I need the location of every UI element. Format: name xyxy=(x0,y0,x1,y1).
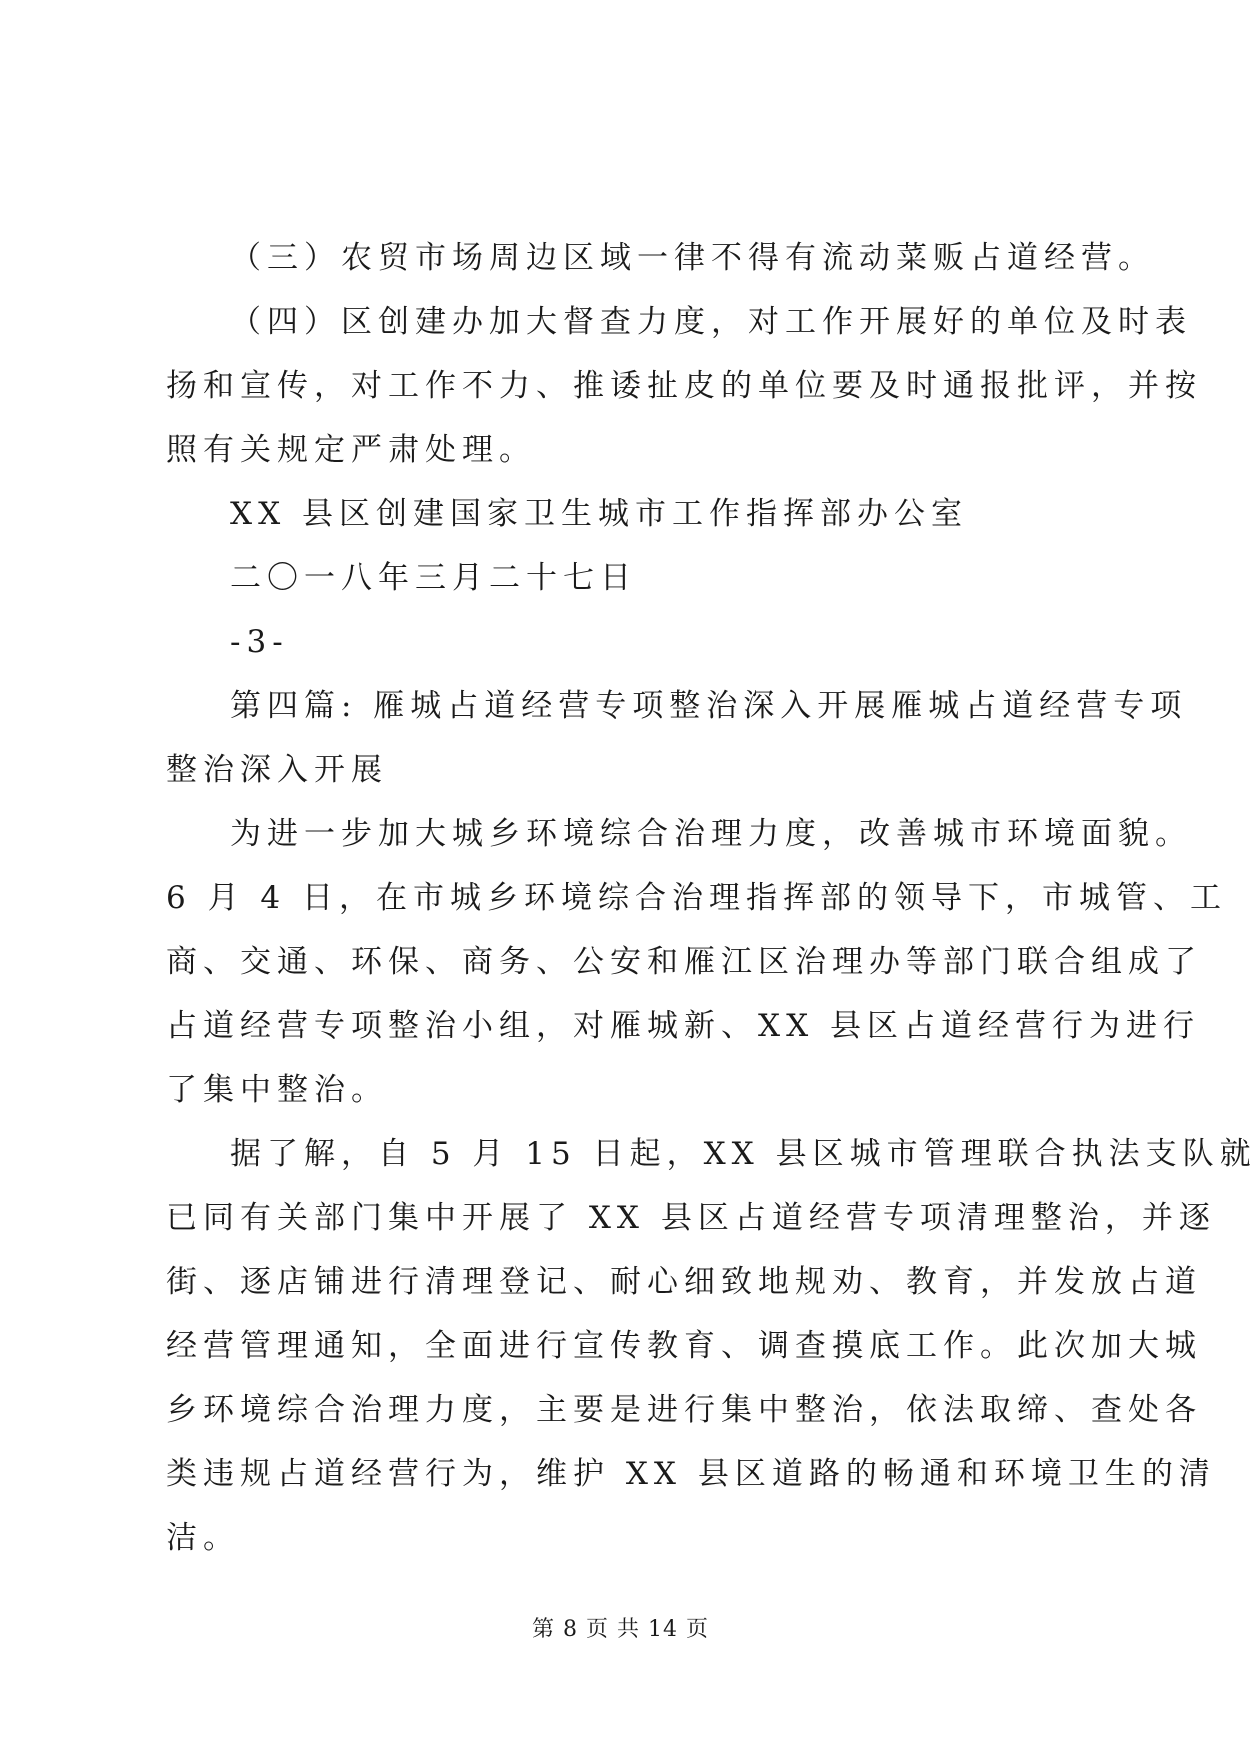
section-number: -3- xyxy=(230,624,289,660)
paragraph-line: 经营管理通知，全面进行宣传教育、调查摸底工作。此次加大城 xyxy=(166,1328,1202,1364)
paragraph-line: 据了解，自 5 月 15 日起，XX 县区城市管理联合执法支队就 xyxy=(230,1136,1257,1172)
paragraph-line: 商、交通、环保、商务、公安和雁江区治理办等部门联合组成了 xyxy=(166,944,1202,980)
paragraph-line: 街、逐店铺进行清理登记、耐心细致地规劝、教育，并发放占道 xyxy=(166,1264,1202,1300)
paragraph-line: 占道经营专项整治小组，对雁城新、XX 县区占道经营行为进行 xyxy=(166,1008,1200,1044)
document-body xyxy=(166,226,1257,1570)
paragraph-line: 扬和宣传，对工作不力、推诿扯皮的单位要及时通报批评，并按 xyxy=(166,368,1202,404)
article-title: 整治深入开展 xyxy=(166,752,388,788)
paragraph-line: （四）区创建办加大督查力度，对工作开展好的单位及时表 xyxy=(230,304,1192,340)
paragraph-line: 了集中整治。 xyxy=(166,1072,388,1108)
paragraph-line: 为进一步加大城乡环境综合治理力度，改善城市环境面貌。 xyxy=(230,816,1192,852)
paragraph-line: 洁。 xyxy=(166,1520,240,1556)
article-title: 第四篇: 雁城占道经营专项整治深入开展雁城占道经营专项 xyxy=(230,688,1188,724)
page-footer: 第 8 页 共 14 页 xyxy=(532,1617,709,1642)
paragraph-line: 6 月 4 日，在市城乡环境综合治理指挥部的领导下，市城管、工 xyxy=(166,880,1228,916)
paragraph-line: 已同有关部门集中开展了 XX 县区占道经营专项清理整治，并逐 xyxy=(166,1200,1216,1236)
issuer-line: XX 县区创建国家卫生城市工作指挥部办公室 xyxy=(230,496,968,532)
paragraph-line: （三）农贸市场周边区域一律不得有流动菜贩占道经营。 xyxy=(230,240,1155,276)
paragraph-line: 照有关规定严肃处理。 xyxy=(166,432,536,468)
paragraph-line: 乡环境综合治理力度，主要是进行集中整治，依法取缔、查处各 xyxy=(166,1392,1202,1428)
paragraph-line: 类违规占道经营行为，维护 XX 县区道路的畅通和环境卫生的清 xyxy=(166,1456,1216,1492)
date-line: 二〇一八年三月二十七日 xyxy=(230,560,637,596)
